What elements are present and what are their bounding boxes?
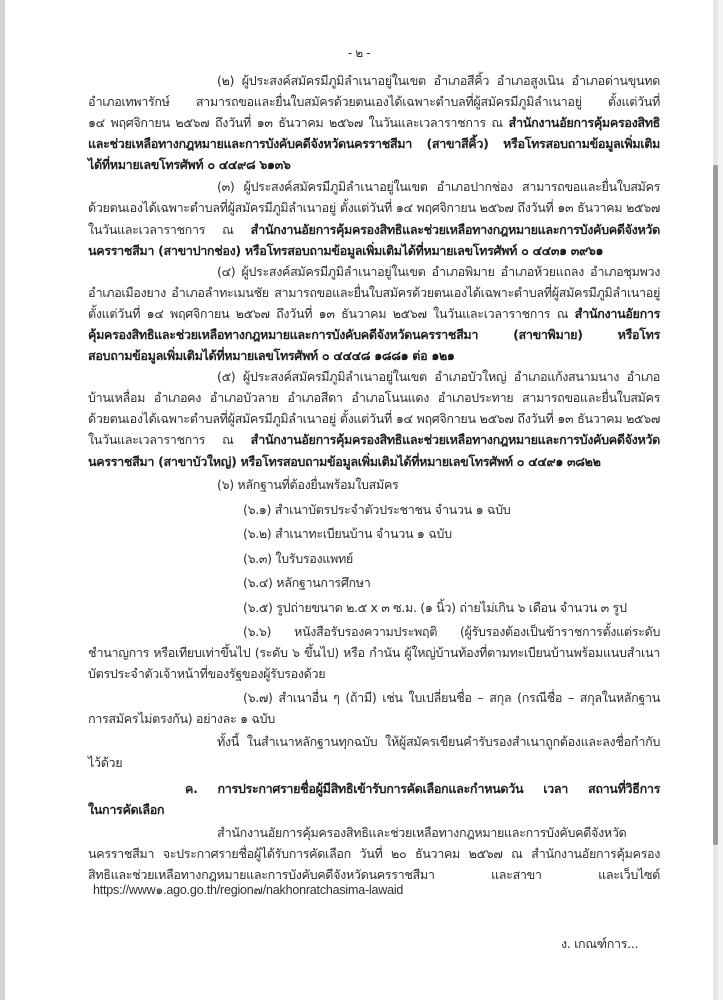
text-segment: บัตรประจำตัวเจ้าหน้าที่ของรัฐของผู้รับรองด้วย [88, 666, 326, 681]
text-line [217, 476, 398, 494]
text-line [88, 431, 660, 449]
text-line [88, 114, 660, 132]
text-segment: (๓) ผู้ประสงค์สมัครมีภูมิลำเนาอยู่ในเขต อำเภอปากช่อง สามารถขอและยื่นใบสมัคร [217, 179, 660, 194]
text-line [217, 263, 660, 281]
bold-text-segment: นครราชสีมา (สาขาปากช่อง) หรือโทรสอบถามข้อมูลเพิ่มเติมได้ที่หมายเลขโทรศัพท์ ๐ ๔๔๓๑ ๓๙๖๑ [88, 243, 604, 258]
text-line [88, 665, 325, 683]
text-segment: (๖.๑) สำเนาบัตรประจำตัวประชาชน จำนวน ๑ ฉบับ [243, 502, 511, 517]
text-line [88, 156, 291, 174]
bold-text-segment: สำนักงานอัยการคุ้มครองสิทธิ [508, 115, 660, 130]
text-segment: (๖.๔) หลักฐานการศึกษา [243, 575, 371, 590]
window-right-edge [718, 0, 723, 1000]
text-line [88, 284, 660, 302]
text-segment: สำนักงานอัยการคุ้มครองสิทธิและช่วยเหลือทางกฎหมายและการบังคับคดีจังหวัด [217, 825, 627, 840]
bold-text-segment: นครราชสีมา (สาขาบัวใหญ่) หรือโทรสอบถามข้อมูลเพิ่มเติมได้ที่หมายเลขโทรศัพท์ ๐ ๔๔๙๑ ๓๘๒๒ [88, 454, 601, 469]
bold-text-segment: สำนักงานอัยการคุ้มครองสิทธิและช่วยเหลือทางกฎหมายและการบังคับคดีจังหวัด [250, 432, 660, 447]
text-segment: ๑๔ พฤศจิกายน ๒๕๖๗ ถึงวันที่ ๑๓ ธันวาคม ๒๕๖๗ ในวันและเวลาราชการ ณ [88, 115, 509, 130]
text-line [217, 824, 660, 842]
text-line [88, 710, 275, 728]
text-segment: (๖) หลักฐานที่ต้องยื่นพร้อมใบสมัคร [217, 477, 399, 492]
text-segment: ชำนาญการ หรือเทียบเท่าขึ้นไป (ระดับ ๖ ขึ้นไป) หรือ กำนัน ผู้ใหญ่บ้านท้องที่ตามทะเบียนบ้านพร้อมแนบสำเนา [88, 645, 660, 660]
text-segment: (๖.๖) หนังสือรับรองความประพฤติ (ผู้รับรองต้องเป็นข้าราชการตั้งแต่ระดับ [243, 624, 660, 639]
text-segment: (๖.๒) สำเนาทะเบียนบ้าน จำนวน ๑ ฉบับ [243, 526, 452, 541]
text-segment: ทั้งนี้ ในสำเนาหลักฐานทุกฉบับ ให้ผู้สมัครเขียนคำรับรองสำเนาถูกต้องและลงชื่อกำกับ [217, 734, 660, 749]
text-segment: บ้านเหลื่อม อำเภอคง อำเภอบัวลาย อำเภอสีดา อำเภอโนนแดง อำเภอประทาย สามารถขอและยื่นใบสมัคร [88, 390, 660, 405]
text-segment: (๖.๕) รูปถ่ายขนาด ๒.๕ x ๓ ซ.ม. (๑ นิ้ว) ถ่ายไม่เกิน ๖ เดือน จำนวน ๓ รูป [243, 600, 627, 615]
text-segment: การสมัครไม่ตรงกัน) อย่างละ ๑ ฉบับ [88, 711, 275, 726]
text-line [243, 550, 353, 568]
text-line [88, 221, 660, 239]
text-segment: อำเภอเทพารักษ์ สามารถขอและยื่นใบสมัครด้วยตนเองได้เฉพาะตำบลที่ผู้สมัครมีภูมิลำเนาอยู่ ตั้งแต่วันที่ [88, 94, 660, 109]
text-segment: (๒) ผู้ประสงค์สมัครมีภูมิลำเนาอยู่ในเขต อำเภอสีคิ้ว อำเภอสูงเนิน อำเภอด่านขุนทด [217, 73, 660, 88]
text-line [88, 644, 660, 662]
text-segment: (๖.๓) ใบรับรองแพทย์ [243, 551, 353, 566]
text-line [185, 780, 660, 798]
text-line [217, 368, 660, 386]
text-line [88, 199, 660, 217]
bold-text-segment: ค. การประกาศรายชื่อผู้มีสิทธิเข้ารับการคัดเลือกและกำหนดวัน เวลา สถานที่วิธีการ [185, 781, 660, 796]
text-segment: นครราชสีมา จะประกาศรายชื่อผู้ได้รับการคัดเลือก วันที่ ๒๐ ธันวาคม ๒๕๖๗ ณ สำนักงานอัยการคุ้มครอง [88, 846, 660, 861]
text-line [243, 623, 660, 641]
bold-text-segment: สำนักงานอัยการคุ้มครองสิทธิและช่วยเหลือทางกฎหมายและการบังคับคดีจังหวัด [250, 222, 660, 237]
text-segment: อำเภอเมืองยาง อำเภอลำทะเมนชัย สามารถขอและยื่นใบสมัครด้วยตนเองได้เฉพาะตำบลที่ผู้สมัครมีภูมิลำเนาอยู่ [88, 285, 660, 300]
page-number: - ๒ - [347, 46, 371, 60]
text-line [88, 845, 660, 863]
text-line [88, 93, 660, 111]
text-line [243, 599, 627, 617]
text-line [88, 305, 660, 323]
bold-text-segment: ได้ที่หมายเลขโทรศัพท์ ๐ ๔๔๙๘ ๖๑๓๖ [88, 157, 291, 172]
text-line [88, 754, 122, 772]
text-line [243, 689, 660, 707]
bold-text-segment: ในการคัดเลือก [88, 802, 165, 817]
document-page [5, 0, 713, 1000]
text-segment: ตั้งแต่วันที่ ๑๔ พฤศจิกายน ๒๕๖๗ ถึงวันที่ ๑๓ ธันวาคม ๒๕๖๗ ในวันและเวลาราชการ ณ [88, 306, 575, 321]
text-line [217, 72, 660, 90]
text-segment: (๕) ผู้ประสงค์สมัครมีภูมิลำเนาอยู่ในเขต อำเภอบัวใหญ่ อำเภอแก้งสนามนาง อำเภอ [217, 369, 660, 384]
text-line [88, 410, 660, 428]
text-line [88, 347, 455, 365]
text-segment: ไว้ด้วย [88, 755, 123, 770]
text-line [88, 453, 601, 471]
text-line [217, 178, 660, 196]
bold-text-segment: และช่วยเหลือทางกฎหมายและการบังคับคดีจังหวัดนครราชสีมา (สาขาสีคิ้ว) หรือโทรสอบถามข้อมูลเพิ่มเติม [88, 136, 660, 151]
text-line [88, 135, 660, 153]
text-segment: ในวันและเวลาราชการ ณ [88, 222, 251, 237]
text-segment: (๖.๗) สำเนาอื่น ๆ (ถ้ามี) เช่น ใบเปลี่ยนชื่อ – สกุล (กรณีชื่อ – สกุลในหลักฐาน [243, 690, 660, 705]
text-segment: ด้วยตนเองได้เฉพาะตำบลที่ผู้สมัครมีภูมิลำเนาอยู่ ตั้งแต่วันที่ ๑๔ พฤศจิกายน ๒๕๖๗ ถึงวันที่ ๑๓ ธันวาคม ๒๕๖๗ [88, 200, 660, 215]
text-line [88, 242, 603, 260]
bold-text-segment: คุ้มครองสิทธิและช่วยเหลือทางกฎหมายและการบังคับคดีจังหวัดนครราชสีมา (สาขาพิมาย) หรือโทร [88, 327, 660, 342]
bold-text-segment: สอบถามข้อมูลเพิ่มเติมได้ที่หมายเลขโทรศัพท์ ๐ ๔๔๔๘ ๑๘๘๑ ต่อ ๑๒๑ [88, 348, 455, 363]
text-line [88, 389, 660, 407]
website-url[interactable]: https://www๑.ago.go.th/region๗/nakhonratchasima-lawaid [93, 883, 404, 897]
text-line [243, 501, 510, 519]
text-segment: (๔) ผู้ประสงค์สมัครมีภูมิลำเนาอยู่ในเขต อำเภอพิมาย อำเภอห้วยแถลง อำเภอชุมพวง [217, 264, 660, 279]
bold-text-segment: สำนักงานอัยการ [574, 306, 660, 321]
text-segment: ในวันและเวลาราชการ ณ [88, 432, 251, 447]
text-line [88, 801, 164, 819]
text-line [88, 326, 660, 344]
text-line [243, 574, 370, 592]
text-segment: สิทธิและช่วยเหลือทางกฎหมายและการบังคับคดีจังหวัดนครราชสีมา และสาขา และเว็บไซต์ [88, 867, 660, 882]
text-line [243, 525, 452, 543]
text-segment: ด้วยตนเองได้เฉพาะตำบลที่ผู้สมัครมีภูมิลำเนาอยู่ ตั้งแต่วันที่ ๑๔ พฤศจิกายน ๒๕๖๗ ถึงวันที่ ๑๓ ธันวาคม ๒๕๖๗ [88, 411, 660, 426]
text-line [217, 733, 660, 751]
continuation-marker: ง. เกณฑ์การ... [561, 936, 639, 951]
